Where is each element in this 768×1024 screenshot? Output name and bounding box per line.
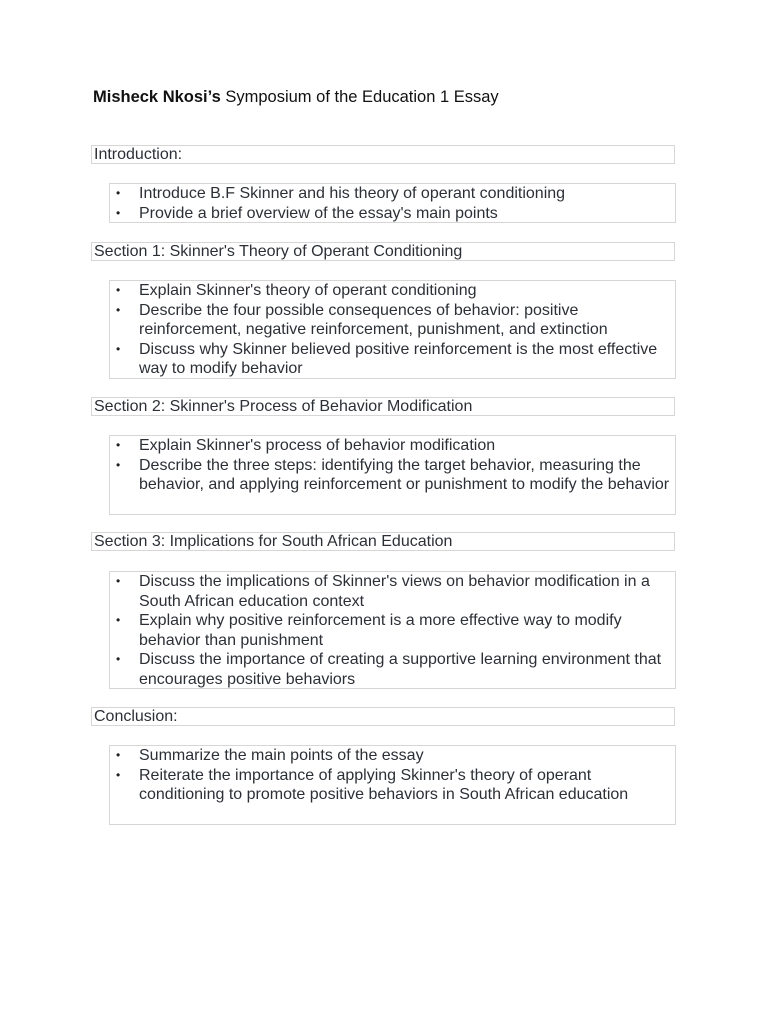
list-item — [110, 572, 675, 611]
bullet-icon: • — [116, 457, 121, 472]
list-item — [110, 456, 675, 495]
bullet-icon: • — [116, 767, 121, 782]
list-item — [110, 204, 675, 224]
list-item — [110, 184, 675, 204]
list-item — [110, 611, 675, 650]
list-item-text: Explain why positive reinforcement is a more effective way to modify behavior than punishment — [139, 612, 622, 649]
bullet-icon: • — [116, 438, 121, 452]
list-item — [110, 340, 675, 379]
list-item-text: Describe the four possible consequences of behavior: positive reinforcement, negative reinforcement, punishment, and extinction — [139, 301, 608, 339]
bullet-icon: • — [116, 341, 121, 356]
title-text: Symposium of the Education 1 Essay — [220, 88, 499, 106]
bullet-icon: • — [116, 613, 121, 628]
list-item-text: Reiterate the importance of applying Skinner's theory of operant conditioning to promote positive behaviors in South African education — [139, 766, 629, 804]
bullet-icon: • — [116, 302, 121, 317]
list-item-text: Discuss the importance of creating a supportive learning environment that encourages positive behaviors — [139, 651, 662, 688]
list-item-text: Explain Skinner's process of behavior modification — [139, 437, 496, 454]
heading-introduction: Introduction: — [91, 145, 675, 164]
list-item-text: Introduce B.F Skinner and his theory of operant conditioning — [139, 185, 566, 202]
bullet-icon: • — [116, 574, 121, 588]
list-item — [110, 746, 675, 766]
heading-section-1: Section 1: Skinner's Theory of Operant Conditioning — [91, 242, 675, 261]
heading-section-2: Section 2: Skinner's Process of Behavior Modification — [91, 397, 675, 416]
bullet-icon: • — [116, 186, 121, 200]
list-item-text: Describe the three steps: identifying the target behavior, measuring the behavior, and applying reinforcement or punishment to modify the behavior — [139, 456, 670, 494]
list-item-text: Discuss why Skinner believed positive reinforcement is the most effective way to modify behavior — [139, 340, 658, 378]
heading-conclusion: Conclusion: — [91, 707, 675, 726]
list-item-text: Provide a brief overview of the essay's main points — [139, 205, 498, 222]
heading-section-3: Section 3: Implications for South African Education — [91, 532, 675, 551]
list-section-3 — [109, 571, 676, 689]
list-item — [110, 650, 675, 689]
list-introduction — [109, 183, 676, 223]
bullet-icon: • — [116, 652, 121, 667]
bullet-icon: • — [116, 748, 121, 762]
list-item — [110, 436, 675, 456]
list-item — [110, 281, 675, 301]
list-section-2 — [109, 435, 676, 515]
bullet-icon: • — [116, 206, 121, 220]
title-author: Misheck Nkosi’s — [93, 88, 221, 106]
bullet-icon: • — [116, 283, 121, 297]
list-item — [110, 301, 675, 340]
list-item-text: Discuss the implications of Skinner's views on behavior modification in a South African education context — [139, 573, 650, 610]
list-item-text: Summarize the main points of the essay — [139, 747, 424, 764]
list-item — [110, 766, 675, 805]
list-conclusion — [109, 745, 676, 825]
list-section-1 — [109, 280, 676, 379]
document-title — [93, 86, 499, 108]
list-item-text: Explain Skinner's theory of operant conditioning — [139, 282, 477, 299]
